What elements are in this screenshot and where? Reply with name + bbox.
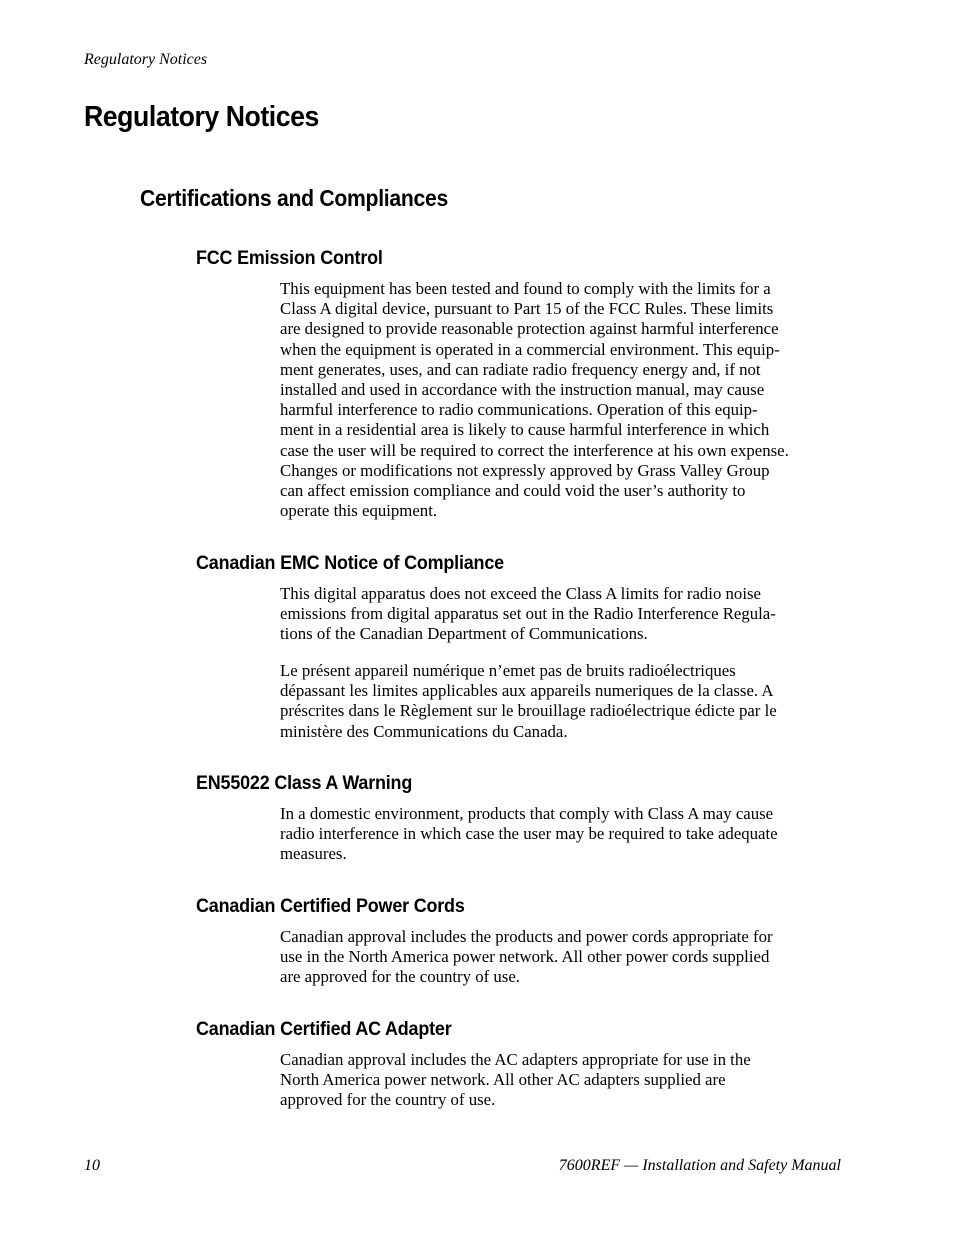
text-line: can affect emission compliance and could void the user’s authority to <box>280 481 746 501</box>
text-line: préscrites dans le Règlement sur le brouillage radioélectrique édicte par le <box>280 701 777 721</box>
running-header: Regulatory Notices <box>84 51 208 68</box>
subsection-heading-fcc: FCC Emission Control <box>196 247 383 269</box>
text-line: case the user will be required to correct the interference at his own expense. <box>280 440 789 460</box>
section-heading-certifications: Certifications and Compliances <box>140 185 449 211</box>
text-line: Canadian approval includes the AC adapters appropriate for use in the <box>280 1050 751 1069</box>
text-line: harmful interference to radio communications. Operation of this equip- <box>280 400 758 420</box>
text-line: In a domestic environment, products that comply with Class A may cause <box>280 804 774 823</box>
subsection-heading-power-cords: Canadian Certified Power Cords <box>196 895 465 917</box>
text-line: installed and used in accordance with the instruction manual, may cause <box>280 380 765 400</box>
text-line: are approved for the country of use. <box>280 967 520 987</box>
text-line: are designed to provide reasonable protection against harmful interference <box>280 319 779 339</box>
page-number: 10 <box>84 1157 100 1174</box>
text-line: This equipment has been tested and found to comply with the limits for a <box>280 279 771 298</box>
text-line: dépassant les limites applicables aux appareils numeriques de la classe. A <box>280 681 774 701</box>
subsection-heading-ac-adapter: Canadian Certified AC Adapter <box>196 1018 452 1040</box>
text-line: measures. <box>280 844 347 864</box>
paragraph-en55022 <box>280 804 850 865</box>
text-line: Canadian approval includes the products and power cords appropriate for <box>280 927 773 946</box>
subsection-heading-en55022: EN55022 Class A Warning <box>196 772 413 794</box>
text-line: operate this equipment. <box>280 501 438 521</box>
paragraph-ac-adapter <box>280 1050 850 1111</box>
paragraph-canadian-emc-en <box>280 584 850 645</box>
text-line: Changes or modifications not expressly approved by Grass Valley Group <box>280 460 770 480</box>
paragraph-power-cords <box>280 927 850 988</box>
subsection-heading-canadian-emc: Canadian EMC Notice of Compliance <box>196 552 504 574</box>
text-line: emissions from digital apparatus set out in the Radio Interference Regula- <box>280 604 776 624</box>
paragraph-fcc <box>280 279 850 521</box>
footer-manual-title: 7600REF — Installation and Safety Manual <box>558 1157 841 1174</box>
text-line: radio interference in which case the user may be required to take adequate <box>280 824 778 844</box>
page-title: Regulatory Notices <box>84 101 319 133</box>
text-line: ministère des Communications du Canada. <box>280 721 568 741</box>
text-line: North America power network. All other AC adapters supplied are <box>280 1070 726 1090</box>
text-line: ment generates, uses, and can radiate radio frequency energy and, if not <box>280 359 761 379</box>
text-line: Class A digital device, pursuant to Part 15 of the FCC Rules. These limits <box>280 299 774 319</box>
text-line: use in the North America power network. All other power cords supplied <box>280 947 770 967</box>
text-line: tions of the Canadian Department of Communications. <box>280 624 648 644</box>
text-line: when the equipment is operated in a commercial environment. This equip- <box>280 339 780 359</box>
paragraph-canadian-emc-fr <box>280 661 850 742</box>
text-line: approved for the country of use. <box>280 1090 496 1110</box>
text-line: This digital apparatus does not exceed the Class A limits for radio noise <box>280 584 761 603</box>
text-line: ment in a residential area is likely to cause harmful interference in which <box>280 420 770 440</box>
text-line: Le présent appareil numérique n’emet pas de bruits radioélectriques <box>280 661 736 680</box>
